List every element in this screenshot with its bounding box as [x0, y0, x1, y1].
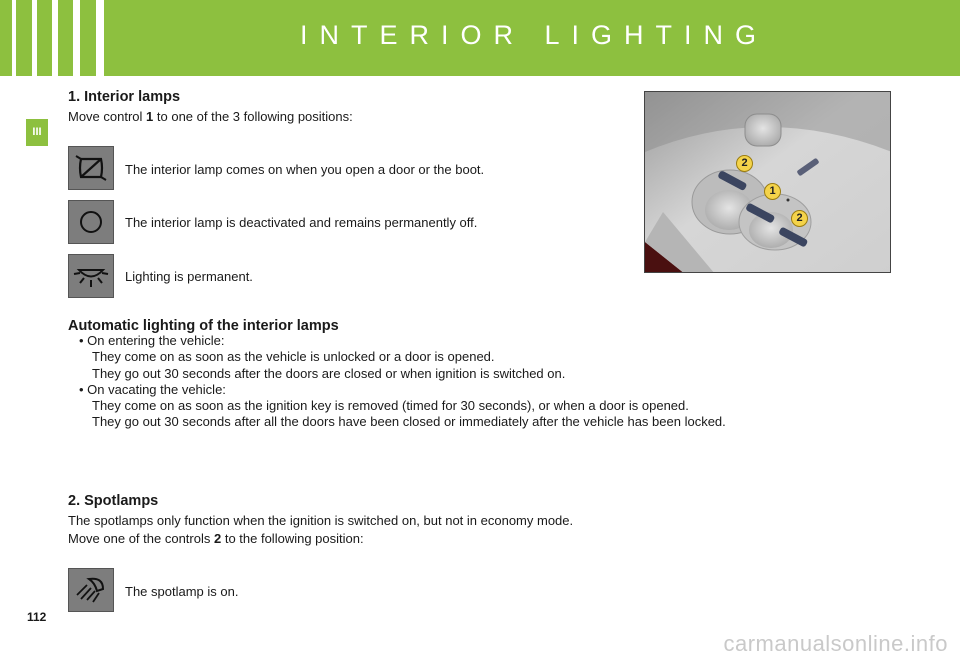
door-lamp-icon	[68, 146, 114, 190]
page-title: INTERIOR LIGHTING	[300, 20, 769, 50]
section2-line: The spotlamps only function when the ignition is switched on, but not in economy mode.	[68, 513, 574, 528]
automatic-line: • On entering the vehicle:	[79, 333, 225, 348]
callout-2: 2	[791, 210, 808, 227]
section2-heading: 2. Spotlamps	[68, 493, 159, 509]
chapter-tab: III	[26, 119, 48, 146]
section1-heading: 1. Interior lamps	[68, 89, 181, 105]
header-stripe	[32, 0, 37, 76]
header-stripe	[52, 0, 58, 76]
header-bar	[0, 0, 960, 76]
watermark: carmanualsonline.info	[723, 631, 948, 656]
header-stripe	[96, 0, 104, 76]
header-stripe	[12, 0, 16, 76]
header-stripe	[73, 0, 80, 76]
page-number: 112	[27, 610, 47, 624]
automatic-line: • On vacating the vehicle:	[79, 382, 226, 397]
callout-1: 1	[764, 183, 781, 200]
automatic-line: They go out 30 seconds after all the doors have been closed or immediately after the vehicle has been locked.	[92, 414, 726, 429]
section2-line: Move one of the controls 2 to the following position:	[68, 531, 364, 546]
ceiling-console-photo	[644, 91, 891, 273]
automatic-heading: Automatic lighting of the interior lamps	[68, 318, 339, 334]
section1-intro: Move control 1 to one of the 3 following positions:	[68, 109, 353, 124]
automatic-line: They go out 30 seconds after the doors are closed or when ignition is switched on.	[92, 366, 566, 381]
spotlamp-text: The spotlamp is on.	[125, 584, 239, 599]
position-3-text: Lighting is permanent.	[125, 269, 253, 284]
callout-2: 2	[736, 155, 753, 172]
lamp-off-icon	[68, 200, 114, 244]
automatic-line: They come on as soon as the ignition key is removed (timed for 30 seconds), or when a door is opened.	[92, 398, 689, 413]
lamp-on-icon	[68, 254, 114, 298]
spotlamp-icon	[68, 568, 114, 612]
automatic-line: They come on as soon as the vehicle is unlocked or a door is opened.	[92, 349, 495, 364]
position-1-text: The interior lamp comes on when you open a door or the boot.	[125, 162, 485, 177]
position-2-text: The interior lamp is deactivated and remains permanently off.	[125, 215, 478, 230]
